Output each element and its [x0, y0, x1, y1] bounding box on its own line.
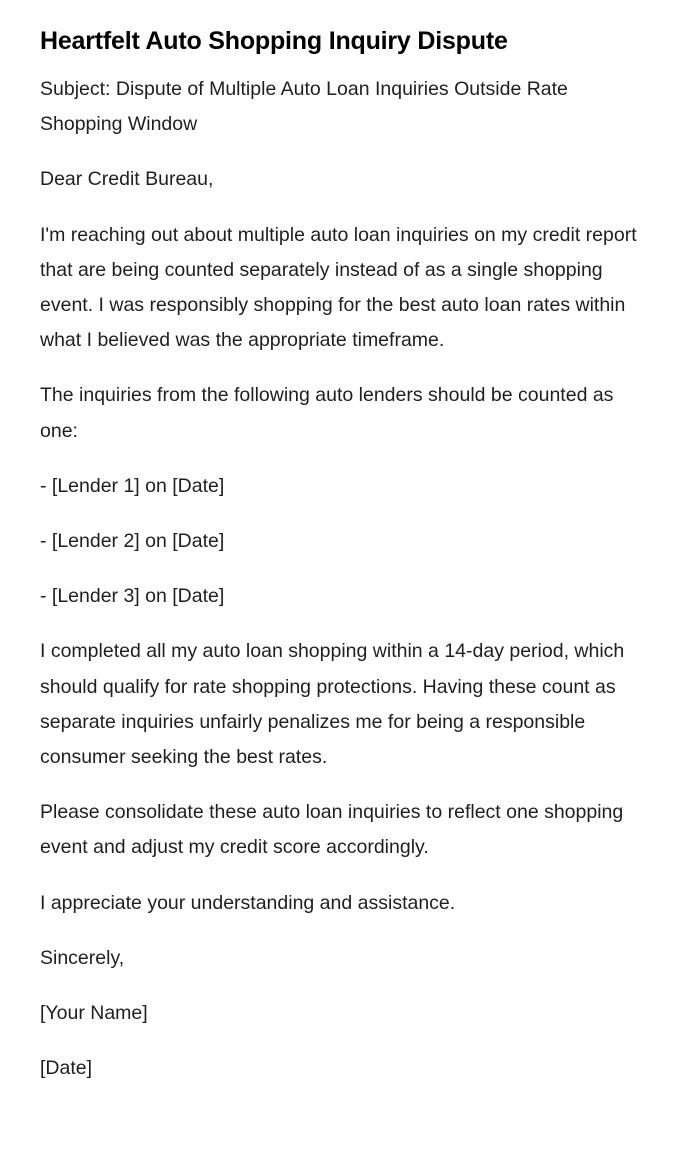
thanks-paragraph: I appreciate your understanding and assistance.	[40, 891, 456, 914]
closing: Sincerely,	[40, 946, 125, 969]
lender-item: - [Lender 2] on [Date]	[40, 530, 225, 553]
lender-item: - [Lender 3] on [Date]	[40, 585, 225, 608]
explanation-paragraph: I completed all my auto loan shopping within a 14-day period, which should qualify for rate shopping protections. Having these count as separate inquiries unfairly penalizes me for being a responsible consumer seeking the best rates.	[40, 640, 625, 769]
intro-paragraph: I'm reaching out about multiple auto loan inquiries on my credit report that are being counted separately instead of as a single shopping event. I was responsibly shopping for the best auto loan rates within what I believed was the appropriate timeframe.	[40, 223, 637, 352]
letter-document	[40, 22, 650, 1106]
letter-title: Heartfelt Auto Shopping Inquiry Dispute	[40, 27, 508, 55]
lender-item: - [Lender 1] on [Date]	[40, 474, 225, 497]
lenders-intro-paragraph: The inquiries from the following auto lenders should be counted as one:	[40, 384, 614, 442]
signature-date: [Date]	[40, 1057, 93, 1080]
salutation: Dear Credit Bureau,	[40, 168, 214, 191]
signature-name: [Your Name]	[40, 1002, 148, 1025]
request-paragraph: Please consolidate these auto loan inquiries to reflect one shopping event and adjust my credit score accordingly.	[40, 801, 624, 859]
subject-line: Subject: Dispute of Multiple Auto Loan Inquiries Outside Rate Shopping Window	[40, 78, 568, 136]
